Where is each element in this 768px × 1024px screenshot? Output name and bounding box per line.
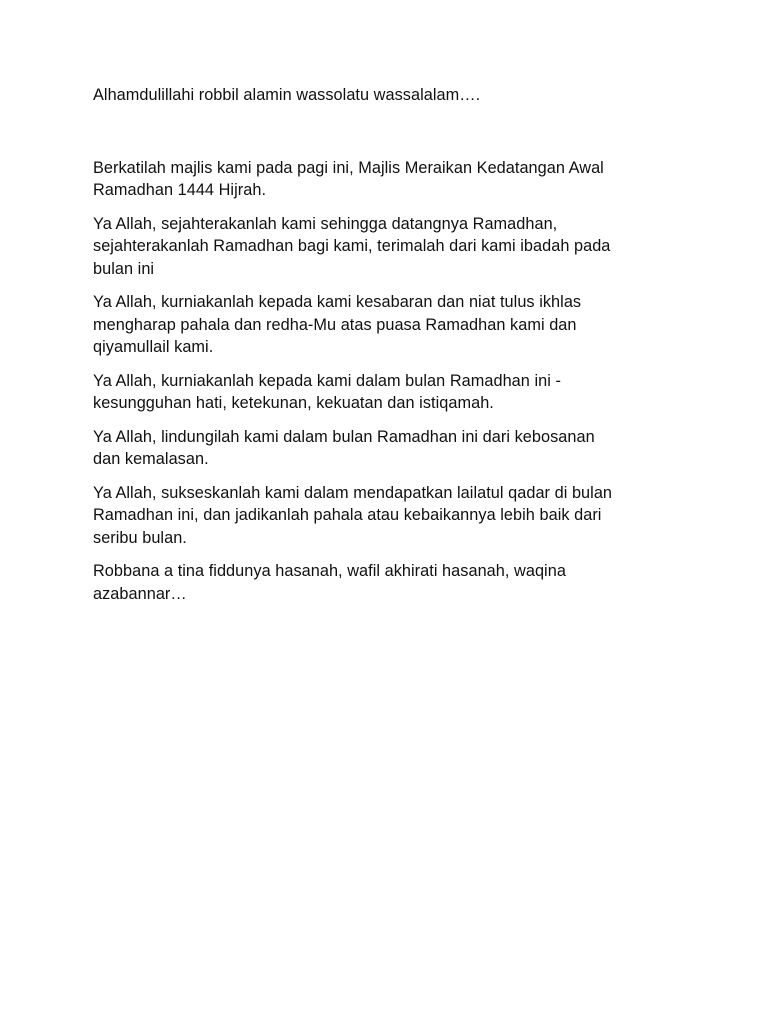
opening-line: Alhamdulillahi robbil alamin wassolatu wassalalam…. [93,86,481,104]
paragraph-closing: Robbana a tina fiddunya hasanah, wafil akhirati hasanah, waqina azabannar… [93,562,566,603]
document-body [93,84,683,605]
paragraph-prayer-5: Ya Allah, sukseskanlah kami dalam mendapatkan lailatul qadar di bulan Ramadhan ini, dan jadikanlah pahala atau kebaikannya lebih baik dari seribu bulan. [93,483,613,547]
paragraph-blessing: Berkatilah majlis kami pada pagi ini, Majlis Meraikan Kedatangan Awal Ramadhan 1444 Hijrah. [93,158,604,199]
paragraph-prayer-1: Ya Allah, sejahterakanlah kami sehingga datangnya Ramadhan, sejahterakanlah Ramadhan bagi kami, terimalah dari kami ibadah pada bulan ini [93,214,611,278]
paragraph-prayer-4: Ya Allah, lindungilah kami dalam bulan Ramadhan ini dari kebosanan dan kemalasan. [93,427,595,468]
paragraph-prayer-3: Ya Allah, kurniakanlah kepada kami dalam bulan Ramadhan ini - kesungguhan hati, ketekunan, kekuatan dan istiqamah. [93,371,561,412]
paragraph-prayer-2: Ya Allah, kurniakanlah kepada kami kesabaran dan niat tulus ikhlas mengharap pahala dan redha-Mu atas puasa Ramadhan kami dan qiyamullail kami. [93,293,582,356]
